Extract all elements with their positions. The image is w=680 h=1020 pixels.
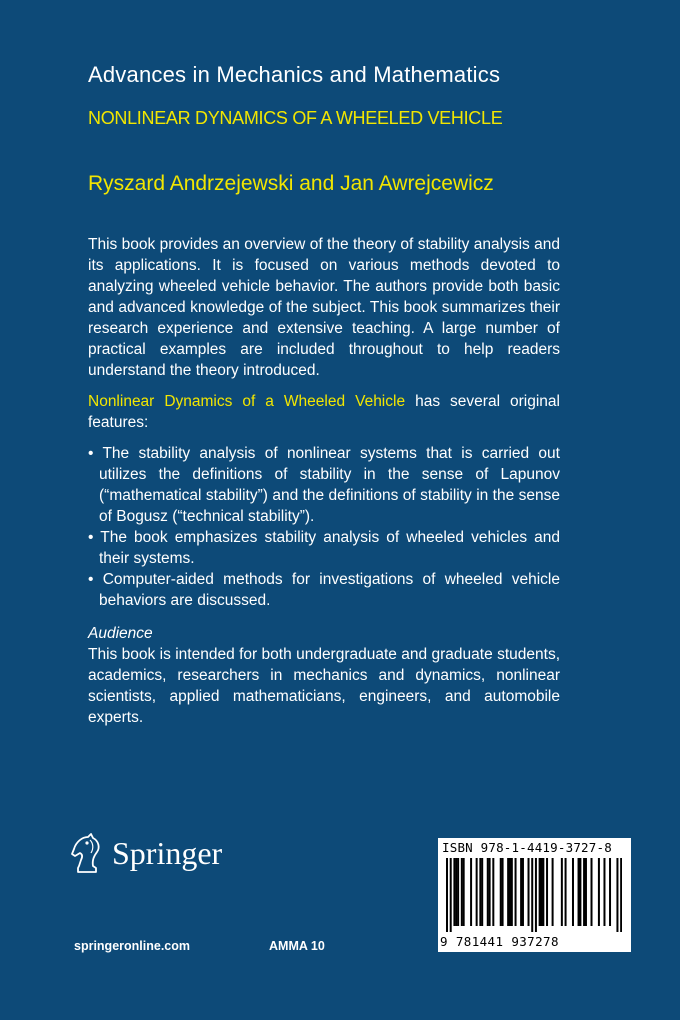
barcode-bar bbox=[539, 858, 541, 926]
barcode-bar bbox=[565, 858, 567, 926]
barcode-bar bbox=[453, 858, 455, 926]
barcode-bar bbox=[522, 858, 524, 926]
feature-text: The stability analysis of nonlinear systems that is carried out utilizes the definitions of stability in the sense of Lapunov (“mathematical stability”) and the definitions of stability in the sense of Bogusz (“technical stability”). bbox=[99, 445, 560, 525]
knight-chess-piece-icon bbox=[66, 830, 106, 876]
barcode-bar bbox=[515, 858, 517, 926]
barcode-bar bbox=[481, 858, 483, 926]
barcode-bar bbox=[500, 858, 502, 926]
barcode-bar bbox=[603, 858, 605, 926]
barcode-bar bbox=[520, 858, 522, 926]
barcode-guard-bar bbox=[531, 858, 533, 932]
description-paragraph: This book provides an overview of the theory of stability analysis and its applications. It is focused on various methods devoted to analyzing wheeled vehicle behavior. The authors provide both basic and advanced knowledge of the subject. This book summarizes their research experience and extensive teaching. A large number of practical examples are included throughout to help readers understand the theory introduced. bbox=[88, 236, 560, 379]
barcode-bar bbox=[487, 858, 489, 926]
features-intro bbox=[88, 391, 560, 433]
audience-heading: Audience bbox=[88, 625, 153, 642]
book-authors: Ryszard Andrzejewski and Jan Awrejcewicz bbox=[88, 172, 494, 195]
isbn-label: ISBN 978-1-4419-3727-8 bbox=[442, 840, 612, 855]
barcode-bar bbox=[509, 858, 511, 926]
series-code: AMMA 10 bbox=[269, 939, 325, 953]
publisher-name: Springer bbox=[112, 834, 223, 871]
book-title: NONLINEAR DYNAMICS OF A WHEELED VEHICLE bbox=[88, 108, 503, 128]
barcode-bar bbox=[528, 858, 530, 926]
barcode-guard-bar bbox=[616, 858, 618, 932]
barcode-bar bbox=[479, 858, 481, 926]
barcode-bar bbox=[455, 858, 457, 926]
audience-text: This book is intended for both undergraduate and graduate students, academics, researchers in mechanics and dynamics, nonlinear scientists, applied mathematicians, engineers, and automobile experts. bbox=[88, 646, 560, 726]
bullet-marker: • bbox=[88, 445, 94, 462]
barcode-digits: 9 781441 937278 bbox=[440, 934, 559, 949]
barcode-bar bbox=[511, 858, 513, 926]
barcode-bar bbox=[502, 858, 504, 926]
feature-item bbox=[88, 527, 560, 569]
barcode-bar bbox=[591, 858, 593, 926]
feature-text: Computer-aided methods for investigations of wheeled vehicle behaviors are discussed. bbox=[99, 571, 560, 609]
isbn-barcode bbox=[438, 838, 631, 952]
feature-item bbox=[88, 569, 560, 611]
features-book-title: Nonlinear Dynamics of a Wheeled Vehicle bbox=[88, 393, 406, 410]
feature-text: The book emphasizes stability analysis of wheeled vehicles and their systems. bbox=[99, 529, 561, 567]
barcode-bar bbox=[561, 858, 563, 926]
barcode-bar bbox=[476, 858, 478, 926]
barcode-guard-bar bbox=[620, 858, 622, 932]
barcode-bar bbox=[598, 858, 600, 926]
barcode-bar bbox=[457, 858, 459, 926]
bullet-marker: • bbox=[88, 571, 94, 588]
barcode-bar bbox=[585, 858, 587, 926]
barcode-guard-bar bbox=[446, 858, 448, 932]
barcode-bars bbox=[446, 858, 622, 932]
bullet-marker: • bbox=[88, 529, 94, 546]
features-list bbox=[88, 443, 560, 611]
barcode-guard-bar bbox=[535, 858, 537, 932]
barcode-bar bbox=[609, 858, 611, 926]
barcode-bar bbox=[463, 858, 465, 926]
barcode-bar bbox=[542, 858, 544, 926]
publisher-url[interactable]: springeronline.com bbox=[74, 939, 190, 953]
back-cover-description bbox=[88, 234, 560, 728]
springer-logo bbox=[66, 830, 222, 876]
barcode-bar bbox=[572, 858, 574, 926]
feature-item bbox=[88, 443, 560, 527]
barcode-guard-bar bbox=[450, 858, 452, 932]
barcode-bar bbox=[492, 858, 494, 926]
barcode-bar bbox=[578, 858, 580, 926]
barcode-bar bbox=[546, 858, 548, 926]
barcode-bar bbox=[579, 858, 581, 926]
series-title: Advances in Mechanics and Mathematics bbox=[88, 62, 501, 87]
features-intro-text: has several original features: bbox=[88, 393, 560, 431]
barcode-bar bbox=[552, 858, 554, 926]
barcode-bar bbox=[540, 858, 542, 926]
barcode-bar bbox=[461, 858, 463, 926]
barcode-bar bbox=[507, 858, 509, 926]
barcode-bar bbox=[470, 858, 472, 926]
barcode-bar bbox=[583, 858, 585, 926]
barcode-bar bbox=[489, 858, 491, 926]
